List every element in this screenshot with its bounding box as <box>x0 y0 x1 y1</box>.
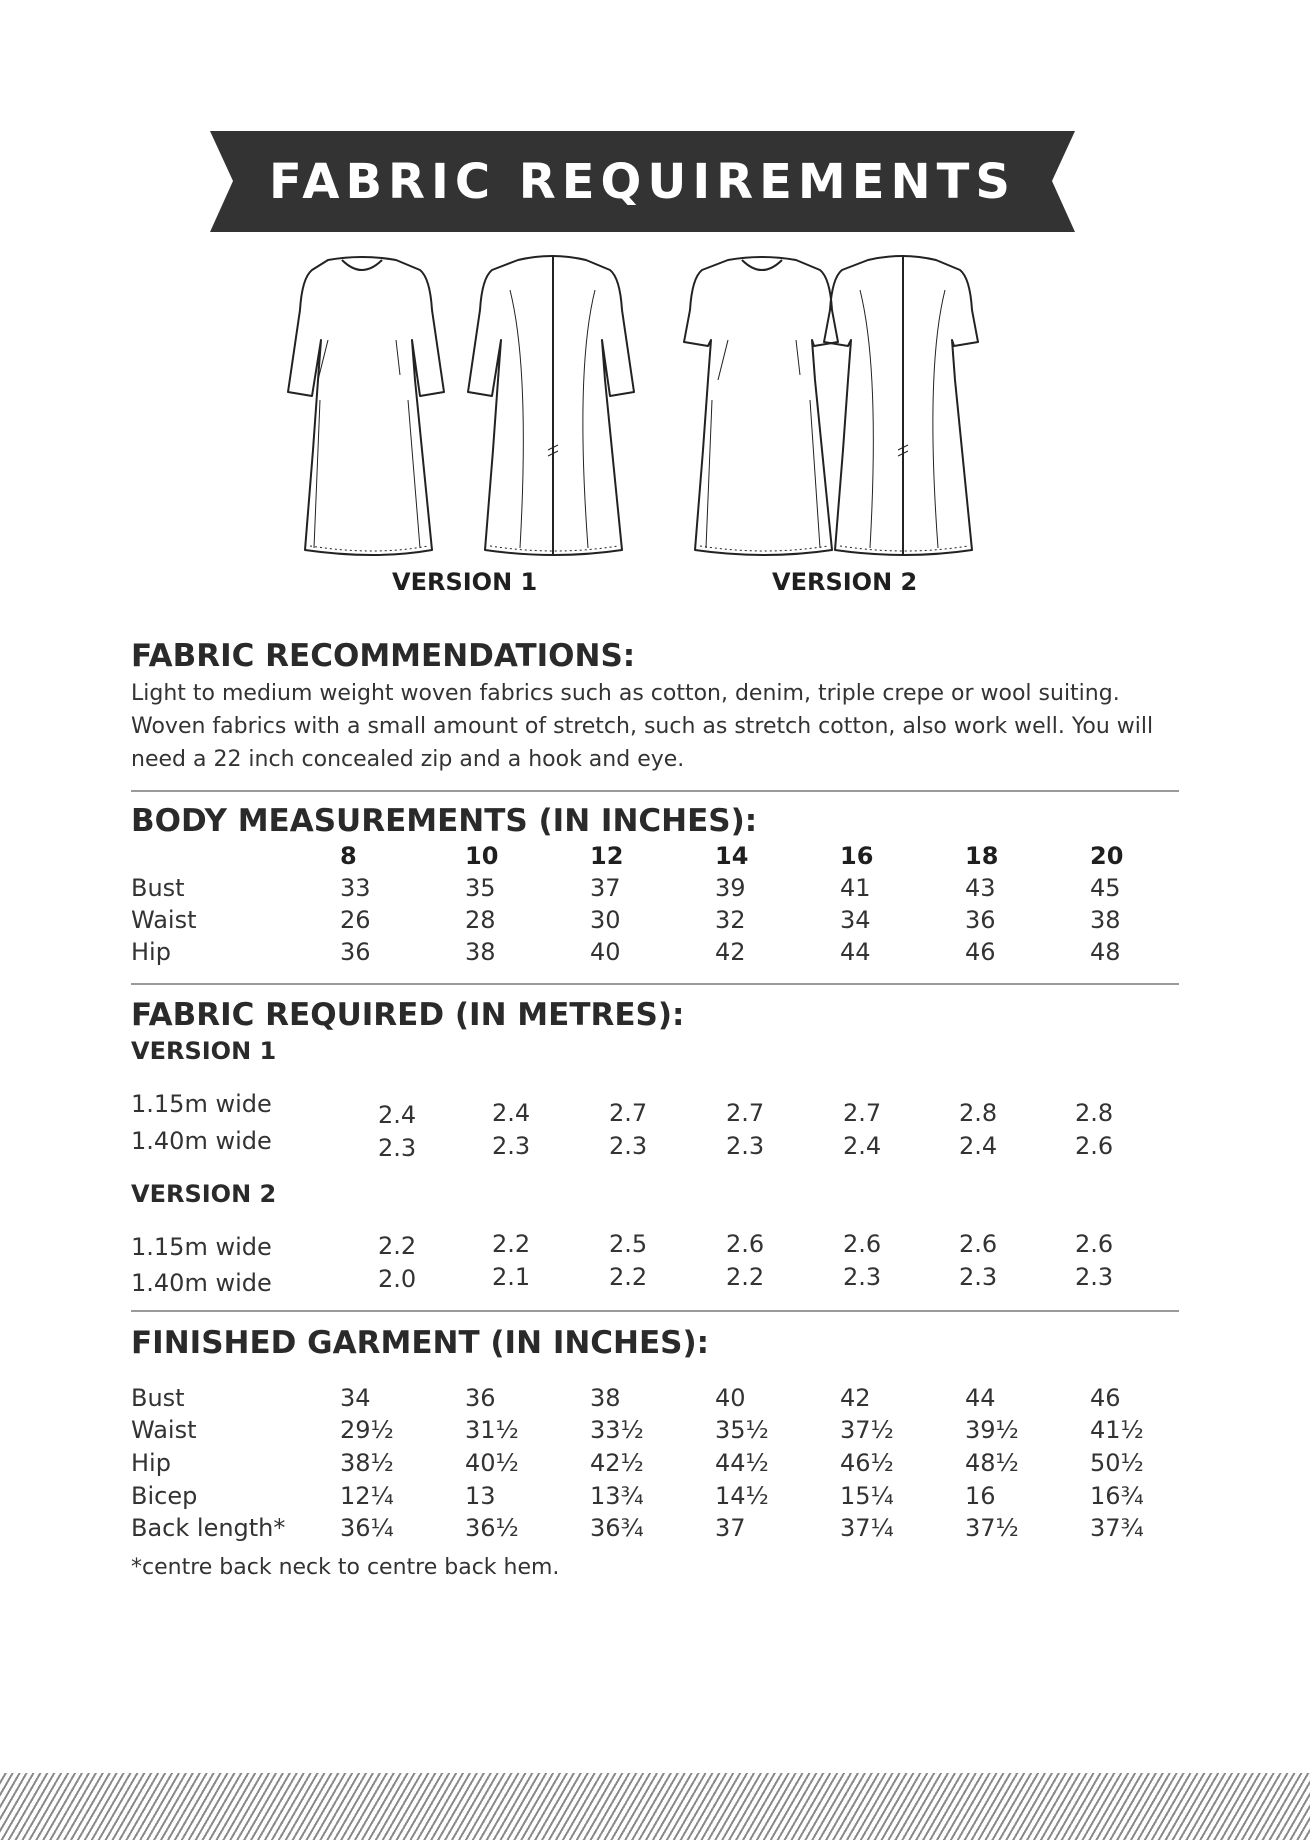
table-cell: 48½ <box>965 1449 1019 1477</box>
table-cell: 2.4 <box>843 1132 882 1160</box>
table-cell: 2.3 <box>378 1134 417 1162</box>
table-cell: 37¼ <box>840 1514 894 1542</box>
version-2-label: VERSION 2 <box>772 568 918 596</box>
table-cell: 40½ <box>465 1449 519 1477</box>
table-cell: 2.8 <box>1075 1099 1114 1127</box>
table-cell: 42½ <box>590 1449 644 1477</box>
divider <box>131 1310 1179 1312</box>
table-cell: 2.5 <box>609 1230 648 1258</box>
table-cell: 2.2 <box>492 1230 531 1258</box>
fabric-required-version-2-heading: VERSION 2 <box>131 1180 277 1208</box>
table-cell: 37 <box>590 874 621 902</box>
size-header-20: 20 <box>1090 842 1124 870</box>
body-measurements-heading: BODY MEASUREMENTS (IN INCHES): <box>131 803 758 839</box>
table-cell: 2.3 <box>726 1132 765 1160</box>
table-cell: 46½ <box>840 1449 894 1477</box>
table-cell: 40 <box>715 1384 746 1412</box>
table-cell: 26 <box>340 906 371 934</box>
table-cell: 13 <box>465 1482 496 1510</box>
table-cell: 2.8 <box>959 1099 998 1127</box>
fabric-required-heading: FABRIC REQUIRED (IN METRES): <box>131 997 685 1033</box>
table-cell: 34 <box>840 906 871 934</box>
size-header-8: 8 <box>340 842 357 870</box>
row-label-waist: Waist <box>131 1416 197 1444</box>
table-cell: 46 <box>965 938 996 966</box>
table-cell: 44 <box>840 938 871 966</box>
table-cell: 38½ <box>340 1449 394 1477</box>
table-cell: 2.4 <box>378 1101 417 1129</box>
row-label-115: 1.15m wide <box>131 1090 272 1118</box>
table-cell: 39½ <box>965 1416 1019 1444</box>
table-cell: 29½ <box>340 1416 394 1444</box>
table-cell: 2.7 <box>726 1099 765 1127</box>
table-cell: 35 <box>465 874 496 902</box>
row-label-bicep: Bicep <box>131 1482 198 1510</box>
table-cell: 34 <box>340 1384 371 1412</box>
table-cell: 37½ <box>965 1514 1019 1542</box>
table-cell: 30 <box>590 906 621 934</box>
table-cell: 37 <box>715 1514 746 1542</box>
table-cell: 36 <box>465 1384 496 1412</box>
version-1-label: VERSION 1 <box>392 568 538 596</box>
version1-back-dress-illustration <box>468 255 634 556</box>
row-label-waist: Waist <box>131 906 197 934</box>
table-cell: 41½ <box>1090 1416 1144 1444</box>
table-cell: 44½ <box>715 1449 769 1477</box>
table-cell: 2.2 <box>609 1263 648 1291</box>
table-cell: 35½ <box>715 1416 769 1444</box>
table-cell: 50½ <box>1090 1449 1144 1477</box>
table-cell: 28 <box>465 906 496 934</box>
table-cell: 15¼ <box>840 1482 894 1510</box>
row-label-bust: Bust <box>131 874 185 902</box>
row-label-hip: Hip <box>131 1449 171 1477</box>
title-banner <box>210 131 1075 232</box>
table-cell: 45 <box>1090 874 1121 902</box>
version2-front-dress-illustration <box>684 257 838 555</box>
size-header-12: 12 <box>590 842 624 870</box>
table-cell: 2.6 <box>726 1230 765 1258</box>
table-cell: 36¼ <box>340 1514 394 1542</box>
table-cell: 13¾ <box>590 1482 644 1510</box>
table-cell: 39 <box>715 874 746 902</box>
table-cell: 16¾ <box>1090 1482 1144 1510</box>
divider <box>131 790 1179 792</box>
table-cell: 48 <box>1090 938 1121 966</box>
size-header-16: 16 <box>840 842 874 870</box>
table-cell: 2.6 <box>1075 1230 1114 1258</box>
table-cell: 2.1 <box>492 1263 531 1291</box>
table-cell: 36¾ <box>590 1514 644 1542</box>
table-cell: 2.6 <box>843 1230 882 1258</box>
table-cell: 2.2 <box>378 1232 417 1260</box>
table-cell: 36½ <box>465 1514 519 1542</box>
size-header-18: 18 <box>965 842 999 870</box>
table-cell: 37½ <box>840 1416 894 1444</box>
recommendations-text: Light to medium weight woven fabrics such as cotton, denim, triple crepe or wool suiting. Woven fabrics with a small amount of stretch, such as stretch cotton, also work well. You will need a 22 inch concealed zip and a hook and eye. <box>131 681 1154 772</box>
table-cell: 2.6 <box>1075 1132 1114 1160</box>
table-cell: 2.7 <box>609 1099 648 1127</box>
table-cell: 2.4 <box>959 1132 998 1160</box>
table-cell: 12¼ <box>340 1482 394 1510</box>
table-cell: 2.3 <box>843 1263 882 1291</box>
table-cell: 40 <box>590 938 621 966</box>
row-label-140: 1.40m wide <box>131 1127 272 1155</box>
table-cell: 2.3 <box>609 1132 648 1160</box>
row-label-115: 1.15m wide <box>131 1233 272 1261</box>
table-cell: 33 <box>340 874 371 902</box>
size-header-10: 10 <box>465 842 499 870</box>
row-label-hip: Hip <box>131 938 171 966</box>
table-cell: 31½ <box>465 1416 519 1444</box>
table-cell: 2.0 <box>378 1265 417 1293</box>
row-label-bust: Bust <box>131 1384 185 1412</box>
footer-stripe-pattern <box>0 1773 1310 1840</box>
table-cell: 2.6 <box>959 1230 998 1258</box>
table-cell: 38 <box>1090 906 1121 934</box>
version2-back-dress-illustration <box>824 255 978 556</box>
table-cell: 2.4 <box>492 1099 531 1127</box>
table-cell: 38 <box>590 1384 621 1412</box>
table-cell: 33½ <box>590 1416 644 1444</box>
finished-garment-heading: FINISHED GARMENT (IN INCHES): <box>131 1325 710 1361</box>
table-cell: 36 <box>965 906 996 934</box>
table-cell: 41 <box>840 874 871 902</box>
table-cell: 32 <box>715 906 746 934</box>
table-cell: 43 <box>965 874 996 902</box>
table-cell: 38 <box>465 938 496 966</box>
table-cell: 42 <box>840 1384 871 1412</box>
table-cell: 42 <box>715 938 746 966</box>
table-cell: 2.2 <box>726 1263 765 1291</box>
table-cell: 14½ <box>715 1482 769 1510</box>
table-cell: 2.3 <box>959 1263 998 1291</box>
recommendations-heading: FABRIC RECOMMENDATIONS: <box>131 638 636 674</box>
fabric-required-version-1-heading: VERSION 1 <box>131 1037 277 1065</box>
row-label-140: 1.40m wide <box>131 1269 272 1297</box>
table-cell: 2.3 <box>492 1132 531 1160</box>
table-cell: 44 <box>965 1384 996 1412</box>
table-cell: 46 <box>1090 1384 1121 1412</box>
table-cell: 36 <box>340 938 371 966</box>
divider <box>131 983 1179 985</box>
size-header-14: 14 <box>715 842 749 870</box>
table-cell: 37¾ <box>1090 1514 1144 1542</box>
version1-front-dress-illustration <box>288 257 444 555</box>
table-cell: 2.7 <box>843 1099 882 1127</box>
table-cell: 16 <box>965 1482 996 1510</box>
dress-illustrations <box>270 250 1030 574</box>
row-label-back-length: Back length* <box>131 1514 286 1542</box>
table-cell: 2.3 <box>1075 1263 1114 1291</box>
footnote: *centre back neck to centre back hem. <box>131 1555 560 1580</box>
page-title: FABRIC REQUIREMENTS <box>269 153 1016 210</box>
